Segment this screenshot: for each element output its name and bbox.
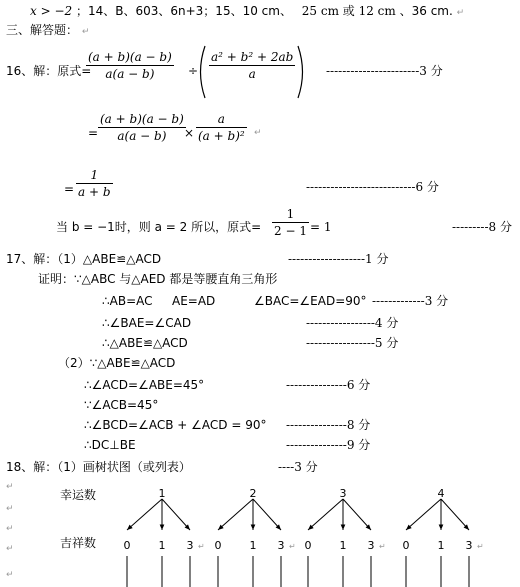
auspicious-number: 1	[249, 539, 257, 552]
tree-branch	[218, 499, 253, 530]
score-6b: ---------------6 分	[286, 378, 371, 392]
q16-fraction-4: a (a + b)²	[198, 112, 245, 143]
score-9: ---------------9 分	[286, 438, 371, 452]
equals: =	[88, 126, 99, 140]
q16-label: 16、解：原式=	[6, 64, 92, 78]
section-title: 三、解答题：	[6, 23, 79, 37]
arrowhead-icon	[439, 524, 444, 530]
q16-fraction-3: (a + b)(a − b) a(a − b)	[100, 112, 184, 143]
q17-part2: （2）∵△ABE≌△ACD	[58, 356, 176, 370]
paragraph-mark: ↵	[379, 542, 386, 551]
q17-proof: 证明：∵△ABC 与△AED 都是等腰直角三角形	[38, 272, 278, 286]
auspicious-number: 1	[437, 539, 445, 552]
lucky-number: 4	[437, 487, 445, 500]
equals: =	[64, 182, 75, 196]
score-3: -----------------------3 分	[326, 64, 443, 78]
tree-branch	[308, 499, 343, 530]
tree-branch	[406, 499, 441, 530]
paragraph-mark: ↵	[6, 482, 14, 492]
paragraph-mark: ↵	[6, 570, 14, 580]
paragraph-mark: ↵	[477, 542, 484, 551]
auspicious-number: 0	[214, 539, 222, 552]
answers-14-15: ；14、B、603、6n+3；15、10 cm、	[75, 4, 292, 18]
auspicious-number: 1	[158, 539, 166, 552]
answer-15c: 、36 cm.	[399, 4, 453, 18]
q17-ab-ac: ∴AB=AC	[102, 294, 153, 308]
arrowhead-icon	[251, 524, 256, 530]
score-5: -----------------5 分	[306, 336, 399, 350]
q17-acd-abe: ∴∠ACD=∠ABE=45°	[84, 378, 205, 392]
paragraph-mark: ↵	[289, 542, 296, 551]
auspicious-number: 3	[465, 539, 473, 552]
inequality: x > −2	[30, 4, 73, 18]
q16-fraction-6: 1 2 − 1	[274, 207, 307, 238]
q16-fraction-2: a² + b² + 2ab a	[211, 50, 294, 81]
times-sign: ×	[184, 126, 195, 140]
substitution: 当 b = −1时，则 a = 2 所以，原式=	[56, 220, 262, 234]
score-3c: ----3 分	[278, 460, 318, 474]
q17-perp: ∴DC⊥BE	[84, 438, 136, 452]
auspicious-number: 3	[277, 539, 285, 552]
paragraph-mark: ↵	[6, 504, 14, 514]
arrowhead-icon	[160, 524, 165, 530]
q17-angles: ∠BAC=∠EAD=90°	[254, 294, 367, 308]
tree-branch	[253, 499, 281, 530]
score-8: ---------8 分	[452, 220, 512, 234]
auspicious-number-label: 吉祥数	[60, 536, 97, 550]
tree-branch	[127, 499, 162, 530]
q17-bae-cad: ∴∠BAE=∠CAD	[102, 316, 192, 330]
q17-acb: ∵∠ACB=45°	[84, 398, 159, 412]
auspicious-number: 0	[304, 539, 312, 552]
score-6: ---------------------------6 分	[306, 180, 439, 194]
tree-branch	[343, 499, 371, 530]
arrowhead-icon	[341, 524, 346, 530]
score-3b: -------------3 分	[372, 294, 449, 308]
q17-line-1: 17、解：（1）△ABE≌△ACD	[6, 252, 162, 266]
paragraph-mark: ↵	[456, 8, 465, 18]
auspicious-number: 1	[339, 539, 347, 552]
paragraph-mark: ↵	[6, 544, 14, 554]
q16-fraction-5: 1 a + b	[78, 168, 111, 199]
auspicious-number: 0	[123, 539, 131, 552]
auspicious-number: 3	[367, 539, 375, 552]
q17-ae-ad: AE=AD	[172, 294, 216, 308]
answer-15b: 25 cm 或 12 cm	[301, 4, 396, 18]
tree-branch	[162, 499, 190, 530]
score-8b: ---------------8 分	[286, 418, 371, 432]
score-1: -------------------1 分	[288, 252, 389, 266]
lucky-number-label: 幸运数	[60, 488, 97, 502]
division-sign: ÷	[188, 64, 199, 78]
tree-branch	[441, 499, 469, 530]
q16-fraction-1: (a + b)(a − b) a(a − b)	[88, 50, 172, 81]
score-4: -----------------4 分	[306, 316, 399, 330]
q18-line-1: 18、解：（1）画树状图（或列表）	[6, 460, 191, 474]
paragraph-mark: ↵	[254, 128, 262, 138]
paragraph-mark: ↵	[6, 524, 14, 534]
lucky-number: 1	[158, 487, 166, 500]
q17-bcd: ∴∠BCD=∠ACB + ∠ACD = 90°	[84, 418, 267, 432]
result: = 1	[310, 220, 332, 234]
auspicious-number: 3	[186, 539, 194, 552]
paragraph-mark: ↵	[81, 27, 90, 37]
lucky-number: 2	[249, 487, 257, 500]
auspicious-number: 0	[402, 539, 410, 552]
lucky-number: 3	[339, 487, 347, 500]
q17-congruent: ∴△ABE≌△ACD	[102, 336, 188, 350]
paragraph-mark: ↵	[198, 542, 205, 551]
